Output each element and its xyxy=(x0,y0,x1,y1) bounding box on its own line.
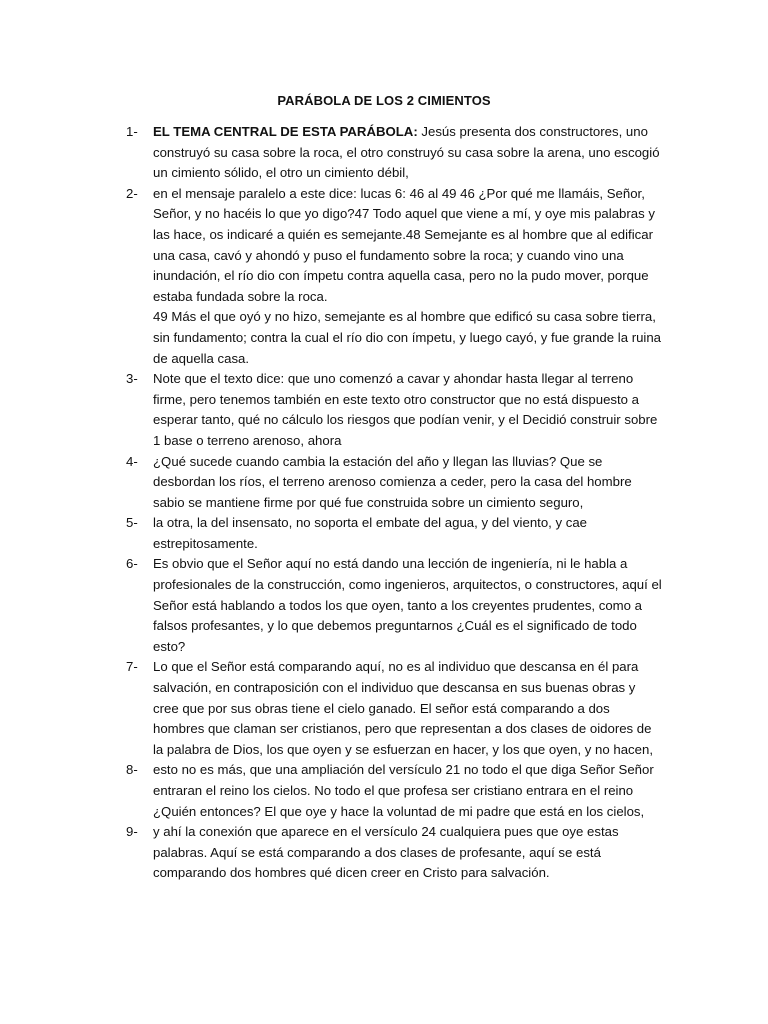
item-text: Lo que el Señor está comparando aquí, no es al individuo que descansa en él para salvación, en contraposición con el individuo que descansa en sus buenas obras y cree que por sus obras tiene el cielo ganado. El señor está comparando a dos hombres que claman ser cristianos, pero que representan a dos clases de oidores de la palabra de Dios, los que oyen y se esfuerzan en hacer, y los que oyen, y no hacen, xyxy=(153,659,653,757)
list-item xyxy=(126,369,664,451)
item-number: 2- xyxy=(126,185,138,201)
item-number: 4- xyxy=(126,453,138,469)
document-title: PARÁBOLA DE LOS 2 CIMIENTOS xyxy=(277,93,491,108)
item-number: 8- xyxy=(126,762,138,778)
item-number: 9- xyxy=(126,824,138,840)
list-item xyxy=(126,513,664,554)
item-text: Es obvio que el Señor aquí no está dando una lección de ingeniería, ni le habla a profesionales de la construcción, como ingenieros, arquitectos, o constructores, aquí el Señor está hablando a todos los que oyen, tanto a los creyentes prudentes, como a falsos profesantes, y lo que debemos preguntarnos ¿Cuál es el significado de todo esto? xyxy=(153,556,662,654)
item-number: 5- xyxy=(126,515,138,531)
list-item xyxy=(126,184,664,369)
item-text: Note que el texto dice: que uno comenzó a cavar y ahondar hasta llegar al terreno firme, pero tenemos también en este texto otro constructor que no está dispuesto a esperar tanto, qué no cálculo los riesgos que podían venir, y el Decidió construir sobre 1 base o terreno arenoso, ahora xyxy=(153,371,658,448)
list-item xyxy=(126,122,664,184)
item-text: ¿Qué sucede cuando cambia la estación del año y llegan las lluvias? Que se desbordan los ríos, el terreno arenoso comienza a ceder, pero la casa del hombre sabio se mantiene firme por qué fue construida sobre un cimiento seguro, xyxy=(153,453,632,510)
item-number: 3- xyxy=(126,371,138,387)
item-number: 6- xyxy=(126,556,138,572)
item-number: 7- xyxy=(126,659,138,675)
item-text: y ahí la conexión que aparece en el versículo 24 cualquiera pues que oye estas palabras. Aquí se está comparando a dos clases de profesante, aquí se está comparando dos hombres qué dicen creer en Cristo para salvación. xyxy=(153,824,619,881)
numbered-list xyxy=(126,122,664,884)
item-lead: EL TEMA CENTRAL DE ESTA PARÁBOLA: xyxy=(153,124,418,139)
list-item xyxy=(126,452,664,514)
item-number: 1- xyxy=(126,124,138,139)
list-item xyxy=(126,554,664,657)
item-text: en el mensaje paralelo a este dice: lucas 6: 46 al 49 46 ¿Por qué me llamáis, Señor, Señor, y no hacéis lo que yo digo?47 Todo aquel que viene a mí, y oye mis palabras y las hace, os indicaré a quién es semejante.48 Semejante es al hombre que al edificar una casa, cavó y ahondó y puso el fundamento sobre la roca; y cuando vino una inundación, el río dio con ímpetu contra aquella casa, pero no la pudo mover, porque estaba fundada sobre la roca. xyxy=(153,185,655,304)
list-item xyxy=(126,760,664,822)
item-extra-text: 49 Más el que oyó y no hizo, semejante es al hombre que edificó su casa sobre tierra, sin fundamento; contra la cual el río dio con ímpetu, y luego cayó, y fue grande la ruina de aquella casa. xyxy=(153,309,662,366)
item-text: esto no es más, que una ampliación del versículo 21 no todo el que diga Señor Señor entraran el reino los cielos. No todo el que profesa ser cristiano entrara en el reino ¿Quién entonces? El que oye y hace la voluntad de mi padre que está en los cielos, xyxy=(153,762,654,819)
item-text: la otra, la del insensato, no soporta el embate del agua, y del viento, y cae estrepitosamente. xyxy=(153,515,587,551)
list-item xyxy=(126,657,664,760)
list-item xyxy=(126,822,664,884)
item-text: Jesús presenta dos constructores, uno construyó su casa sobre la roca, el otro construyó su casa sobre la arena, uno escogió un cimiento sólido, el otro un cimiento débil, xyxy=(153,124,660,181)
